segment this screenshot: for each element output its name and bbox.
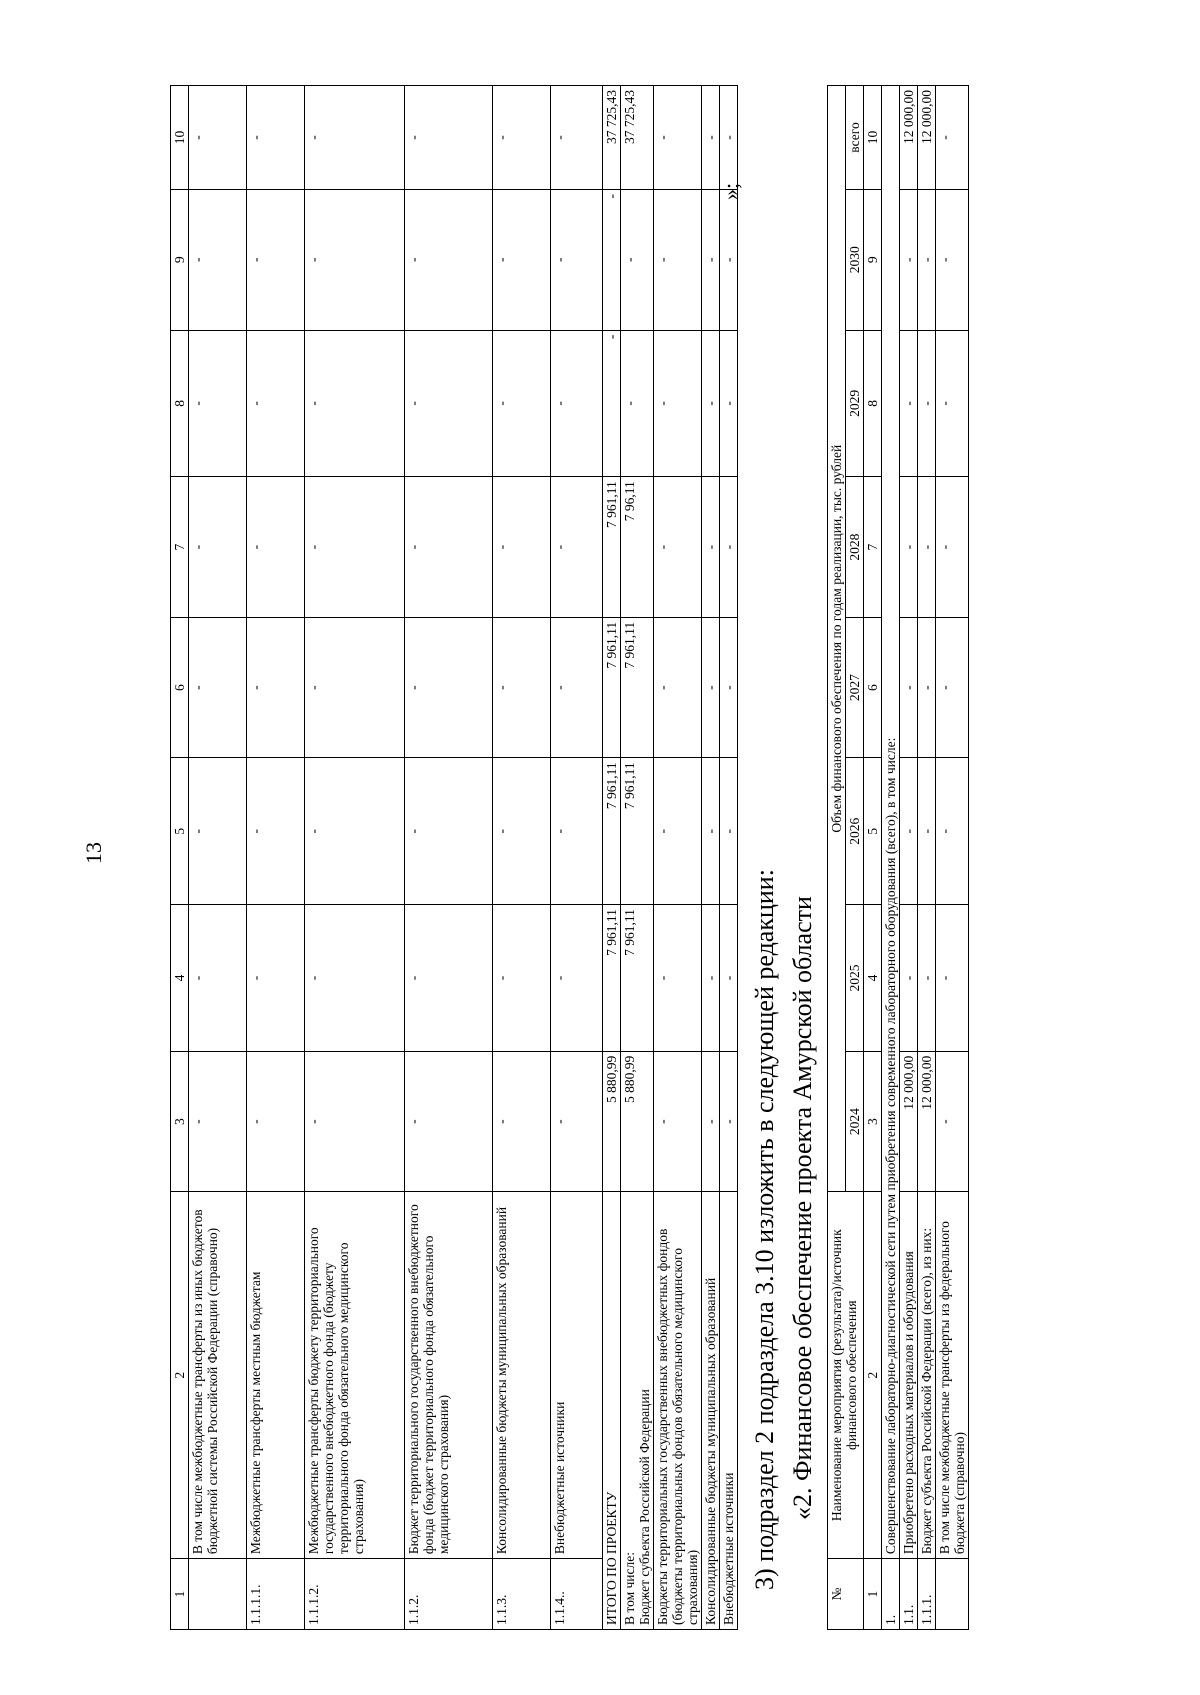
- row-value: -: [247, 758, 305, 905]
- funding-source-value: -: [702, 190, 720, 331]
- total-value: 37 725,43: [603, 86, 621, 190]
- row-value: -: [493, 758, 551, 905]
- year-header: 2029: [846, 330, 864, 477]
- row-number: 1.1.1.1.: [247, 1559, 305, 1630]
- row-value: -: [189, 758, 247, 905]
- row-value: -: [936, 477, 969, 618]
- row-value: -: [936, 758, 969, 905]
- funding-source-value: -: [720, 758, 738, 905]
- row-value: -: [936, 86, 969, 190]
- funding-source-value: 7 961,11: [621, 617, 654, 758]
- row-value: -: [493, 617, 551, 758]
- total-value: 7 961,11: [603, 905, 621, 1052]
- column-index-header: 9: [864, 190, 882, 331]
- row-value: -: [405, 905, 493, 1052]
- funding-source-label: В том числе: Бюджет субъекта Российской Федерации: [621, 1192, 654, 1630]
- row-value: -: [493, 330, 551, 477]
- row-value: -: [305, 190, 405, 331]
- row-value: -: [305, 86, 405, 190]
- funding-source-value: -: [654, 86, 702, 190]
- row-value: -: [551, 477, 603, 618]
- funding-source-value: -: [621, 190, 654, 331]
- row-number: 1.1.2.: [405, 1559, 493, 1630]
- column-index-header: 2: [864, 1192, 882, 1559]
- row-number: [189, 1559, 247, 1630]
- funding-source-value: -: [654, 330, 702, 477]
- funding-source-value: -: [702, 86, 720, 190]
- total-value: 7 961,11: [603, 477, 621, 618]
- column-index-header: 5: [171, 758, 189, 905]
- row-name: Консолидированные бюджеты муниципальных образований: [493, 1192, 551, 1559]
- column-index-header: 10: [171, 86, 189, 190]
- funding-source-value: -: [720, 617, 738, 758]
- row-value: -: [405, 758, 493, 905]
- funding-source-row: [654, 86, 702, 1630]
- column-index-header: 6: [171, 617, 189, 758]
- table2-section-row: [882, 86, 900, 1630]
- funding-source-value: 7 961,11: [621, 905, 654, 1052]
- funding-source-value: 5 880,99: [621, 1051, 654, 1192]
- column-index-header: 8: [864, 330, 882, 477]
- funding-source-value: -: [654, 1051, 702, 1192]
- funding-source-value: -: [720, 905, 738, 1052]
- row-name: Межбюджетные трансферты местным бюджетам: [247, 1192, 305, 1559]
- row-value: 12 000,00: [918, 1051, 936, 1192]
- row-value: -: [305, 477, 405, 618]
- row-value: -: [900, 477, 918, 618]
- row-value: -: [189, 330, 247, 477]
- table-row: [900, 86, 918, 1630]
- row-value: -: [551, 758, 603, 905]
- funding-source-value: -: [654, 477, 702, 618]
- column-index-header: 1: [864, 1559, 882, 1630]
- row-value: -: [493, 1051, 551, 1192]
- row-value: -: [247, 905, 305, 1052]
- row-value: -: [247, 1051, 305, 1192]
- row-value: -: [918, 330, 936, 477]
- funding-source-value: 7 961,11: [621, 758, 654, 905]
- row-value: -: [305, 330, 405, 477]
- row-value: -: [918, 905, 936, 1052]
- row-value: -: [247, 617, 305, 758]
- funding-source-value: -: [702, 617, 720, 758]
- row-value: -: [900, 330, 918, 477]
- funding-source-label: Внебюджетные источники: [720, 1192, 738, 1630]
- column-index-header: 9: [171, 190, 189, 331]
- row-value: -: [918, 190, 936, 331]
- row-value: -: [551, 905, 603, 1052]
- column-index-header: 6: [864, 617, 882, 758]
- year-header: 2028: [846, 477, 864, 618]
- row-value: -: [405, 477, 493, 618]
- row-value: -: [551, 1051, 603, 1192]
- row-number: 1.1.1.2.: [305, 1559, 405, 1630]
- table-row: [247, 86, 305, 1630]
- row-value: -: [493, 190, 551, 331]
- row-value: -: [305, 617, 405, 758]
- row-value: -: [247, 477, 305, 618]
- row-value: -: [405, 190, 493, 331]
- col-number-header: №: [828, 1559, 864, 1630]
- row-value: -: [247, 330, 305, 477]
- funding-source-row: [720, 86, 738, 1630]
- row-value: -: [918, 758, 936, 905]
- row-name: Бюджет территориального государственного внебюджетного фонда (бюджет территориального фонда обязательного медицинского страхования): [405, 1192, 493, 1559]
- total-value: -: [603, 330, 621, 477]
- table-row: [305, 86, 405, 1630]
- funding-source-value: -: [720, 477, 738, 618]
- row-number: 1.1.: [900, 1559, 918, 1630]
- funding-source-value: -: [702, 758, 720, 905]
- row-number: 1.1.4..: [551, 1559, 603, 1630]
- funding-source-value: -: [654, 190, 702, 331]
- funding-source-value: -: [621, 330, 654, 477]
- column-index-header: 4: [171, 905, 189, 1052]
- table-row: [405, 86, 493, 1630]
- funding-source-label: Бюджеты территориальных государственных внебюджетных фондов (бюджеты территориальных фондов обязательного медицинского страхования): [654, 1192, 702, 1630]
- table1-header-row: [171, 86, 189, 1630]
- funding-source-value: -: [720, 86, 738, 190]
- total-value: 7 961,11: [603, 758, 621, 905]
- row-value: -: [305, 905, 405, 1052]
- funding-source-value: -: [702, 1051, 720, 1192]
- row-value: -: [900, 617, 918, 758]
- row-value: -: [936, 905, 969, 1052]
- row-value: -: [189, 905, 247, 1052]
- funding-source-value: -: [654, 617, 702, 758]
- column-index-header: 8: [171, 330, 189, 477]
- table2-header-row: [828, 86, 846, 1630]
- funding-source-value: -: [654, 758, 702, 905]
- total-value: -: [603, 190, 621, 331]
- table-row: [918, 86, 936, 1630]
- project-finance-table-continued: [170, 85, 738, 1630]
- row-name: В том числе межбюджетные трансферты из федерального бюджета (справочно): [936, 1192, 969, 1559]
- row-value: -: [551, 330, 603, 477]
- column-index-header: 3: [864, 1051, 882, 1192]
- row-value: -: [405, 1051, 493, 1192]
- funding-source-label: Консолидированные бюджеты муниципальных образований: [702, 1192, 720, 1630]
- column-index-header: 1: [171, 1559, 189, 1630]
- row-value: 12 000,00: [900, 1051, 918, 1192]
- row-value: -: [405, 617, 493, 758]
- column-index-header: 4: [864, 905, 882, 1052]
- table-row: [493, 86, 551, 1630]
- row-value: -: [189, 190, 247, 331]
- column-index-header: 7: [864, 477, 882, 618]
- column-index-header: 10: [864, 86, 882, 190]
- funding-source-value: -: [702, 330, 720, 477]
- rotated-content: [170, 80, 1040, 1630]
- section-number: 1.: [882, 1559, 900, 1630]
- row-value: -: [936, 330, 969, 477]
- total-value: 5 880,99: [603, 1051, 621, 1192]
- row-value: -: [900, 905, 918, 1052]
- amendment-intro: 3) подраздел 2 подраздела 3.10 изложить в следующей редакции:: [750, 869, 779, 1590]
- row-value: 12 000,00: [900, 86, 918, 190]
- funding-source-row: [702, 86, 720, 1630]
- row-value: -: [551, 86, 603, 190]
- year-header: 2025: [846, 905, 864, 1052]
- row-name: Внебюджетные источники: [551, 1192, 603, 1559]
- row-value: -: [900, 190, 918, 331]
- row-number: 1.1.3.: [493, 1559, 551, 1630]
- row-value: -: [305, 758, 405, 905]
- col-name-header: Наименование мероприятия (результата)/источник финансового обеспечения: [828, 1192, 864, 1559]
- row-name: Приобретено расходных материалов и оборудования: [900, 1192, 918, 1559]
- total-value: 7 961,11: [603, 617, 621, 758]
- table-row: [189, 86, 247, 1630]
- year-header: 2030: [846, 190, 864, 331]
- row-value: -: [936, 190, 969, 331]
- row-number: 1.1.1.: [918, 1559, 936, 1630]
- year-header: 2024: [846, 1051, 864, 1192]
- section-heading: «2. Финансовое обеспечение проекта Амурской области: [788, 896, 817, 1520]
- row-value: -: [918, 477, 936, 618]
- funding-source-value: -: [654, 905, 702, 1052]
- project-finance-table: [827, 85, 969, 1630]
- funding-source-value: -: [720, 330, 738, 477]
- row-value: -: [247, 190, 305, 331]
- row-value: -: [189, 86, 247, 190]
- column-index-header: 5: [864, 758, 882, 905]
- row-value: -: [936, 1051, 969, 1192]
- total-row: [603, 86, 621, 1630]
- page-number: 13: [81, 842, 106, 864]
- table-row: [936, 86, 969, 1630]
- row-value: -: [936, 617, 969, 758]
- row-value: -: [493, 477, 551, 618]
- funding-source-value: -: [720, 1051, 738, 1192]
- total-label: ИТОГО ПО ПРОЕКТУ: [603, 1192, 621, 1630]
- col-volume-header: Объем финансового обеспечения по годам реализации, тыс. рублей: [828, 86, 846, 1192]
- column-index-header: 3: [171, 1051, 189, 1192]
- funding-source-value: 7 96,11: [621, 477, 654, 618]
- row-value: -: [551, 190, 603, 331]
- row-value: -: [493, 905, 551, 1052]
- row-value: -: [189, 617, 247, 758]
- table-row: [551, 86, 603, 1630]
- row-value: -: [551, 617, 603, 758]
- row-value: -: [189, 477, 247, 618]
- year-header: 2026: [846, 758, 864, 905]
- funding-source-value: -: [702, 477, 720, 618]
- row-value: -: [247, 86, 305, 190]
- section-title: Совершенствование лабораторно-диагностической сети путем приобретения современного лабораторного оборудования (всего), в том числе:: [882, 86, 900, 1559]
- closing-quote: »;: [718, 182, 743, 200]
- row-name: В том числе межбюджетные трансферты из иных бюджетов бюджетной системы Российской Федерации (справочно): [189, 1192, 247, 1559]
- row-value: -: [900, 758, 918, 905]
- row-value: -: [493, 86, 551, 190]
- row-number: [936, 1559, 969, 1630]
- row-value: -: [305, 1051, 405, 1192]
- row-name: Межбюджетные трансферты бюджету территориального государственного внебюджетного фонда (бюджету территориального фонда обязательного медицинского страхования): [305, 1192, 405, 1559]
- row-name: Бюджет субъекта Российской Федерации (всего), из них:: [918, 1192, 936, 1559]
- table2-index-row: [864, 86, 882, 1630]
- row-value: 12 000,00: [918, 86, 936, 190]
- row-value: -: [405, 330, 493, 477]
- year-header: всего: [846, 86, 864, 190]
- row-value: -: [918, 617, 936, 758]
- funding-source-value: -: [720, 190, 738, 331]
- funding-source-row: [621, 86, 654, 1630]
- year-header: 2027: [846, 617, 864, 758]
- funding-source-value: -: [702, 905, 720, 1052]
- row-value: -: [189, 1051, 247, 1192]
- row-value: -: [405, 86, 493, 190]
- column-index-header: 2: [171, 1192, 189, 1559]
- column-index-header: 7: [171, 477, 189, 618]
- funding-source-value: 37 725,43: [621, 86, 654, 190]
